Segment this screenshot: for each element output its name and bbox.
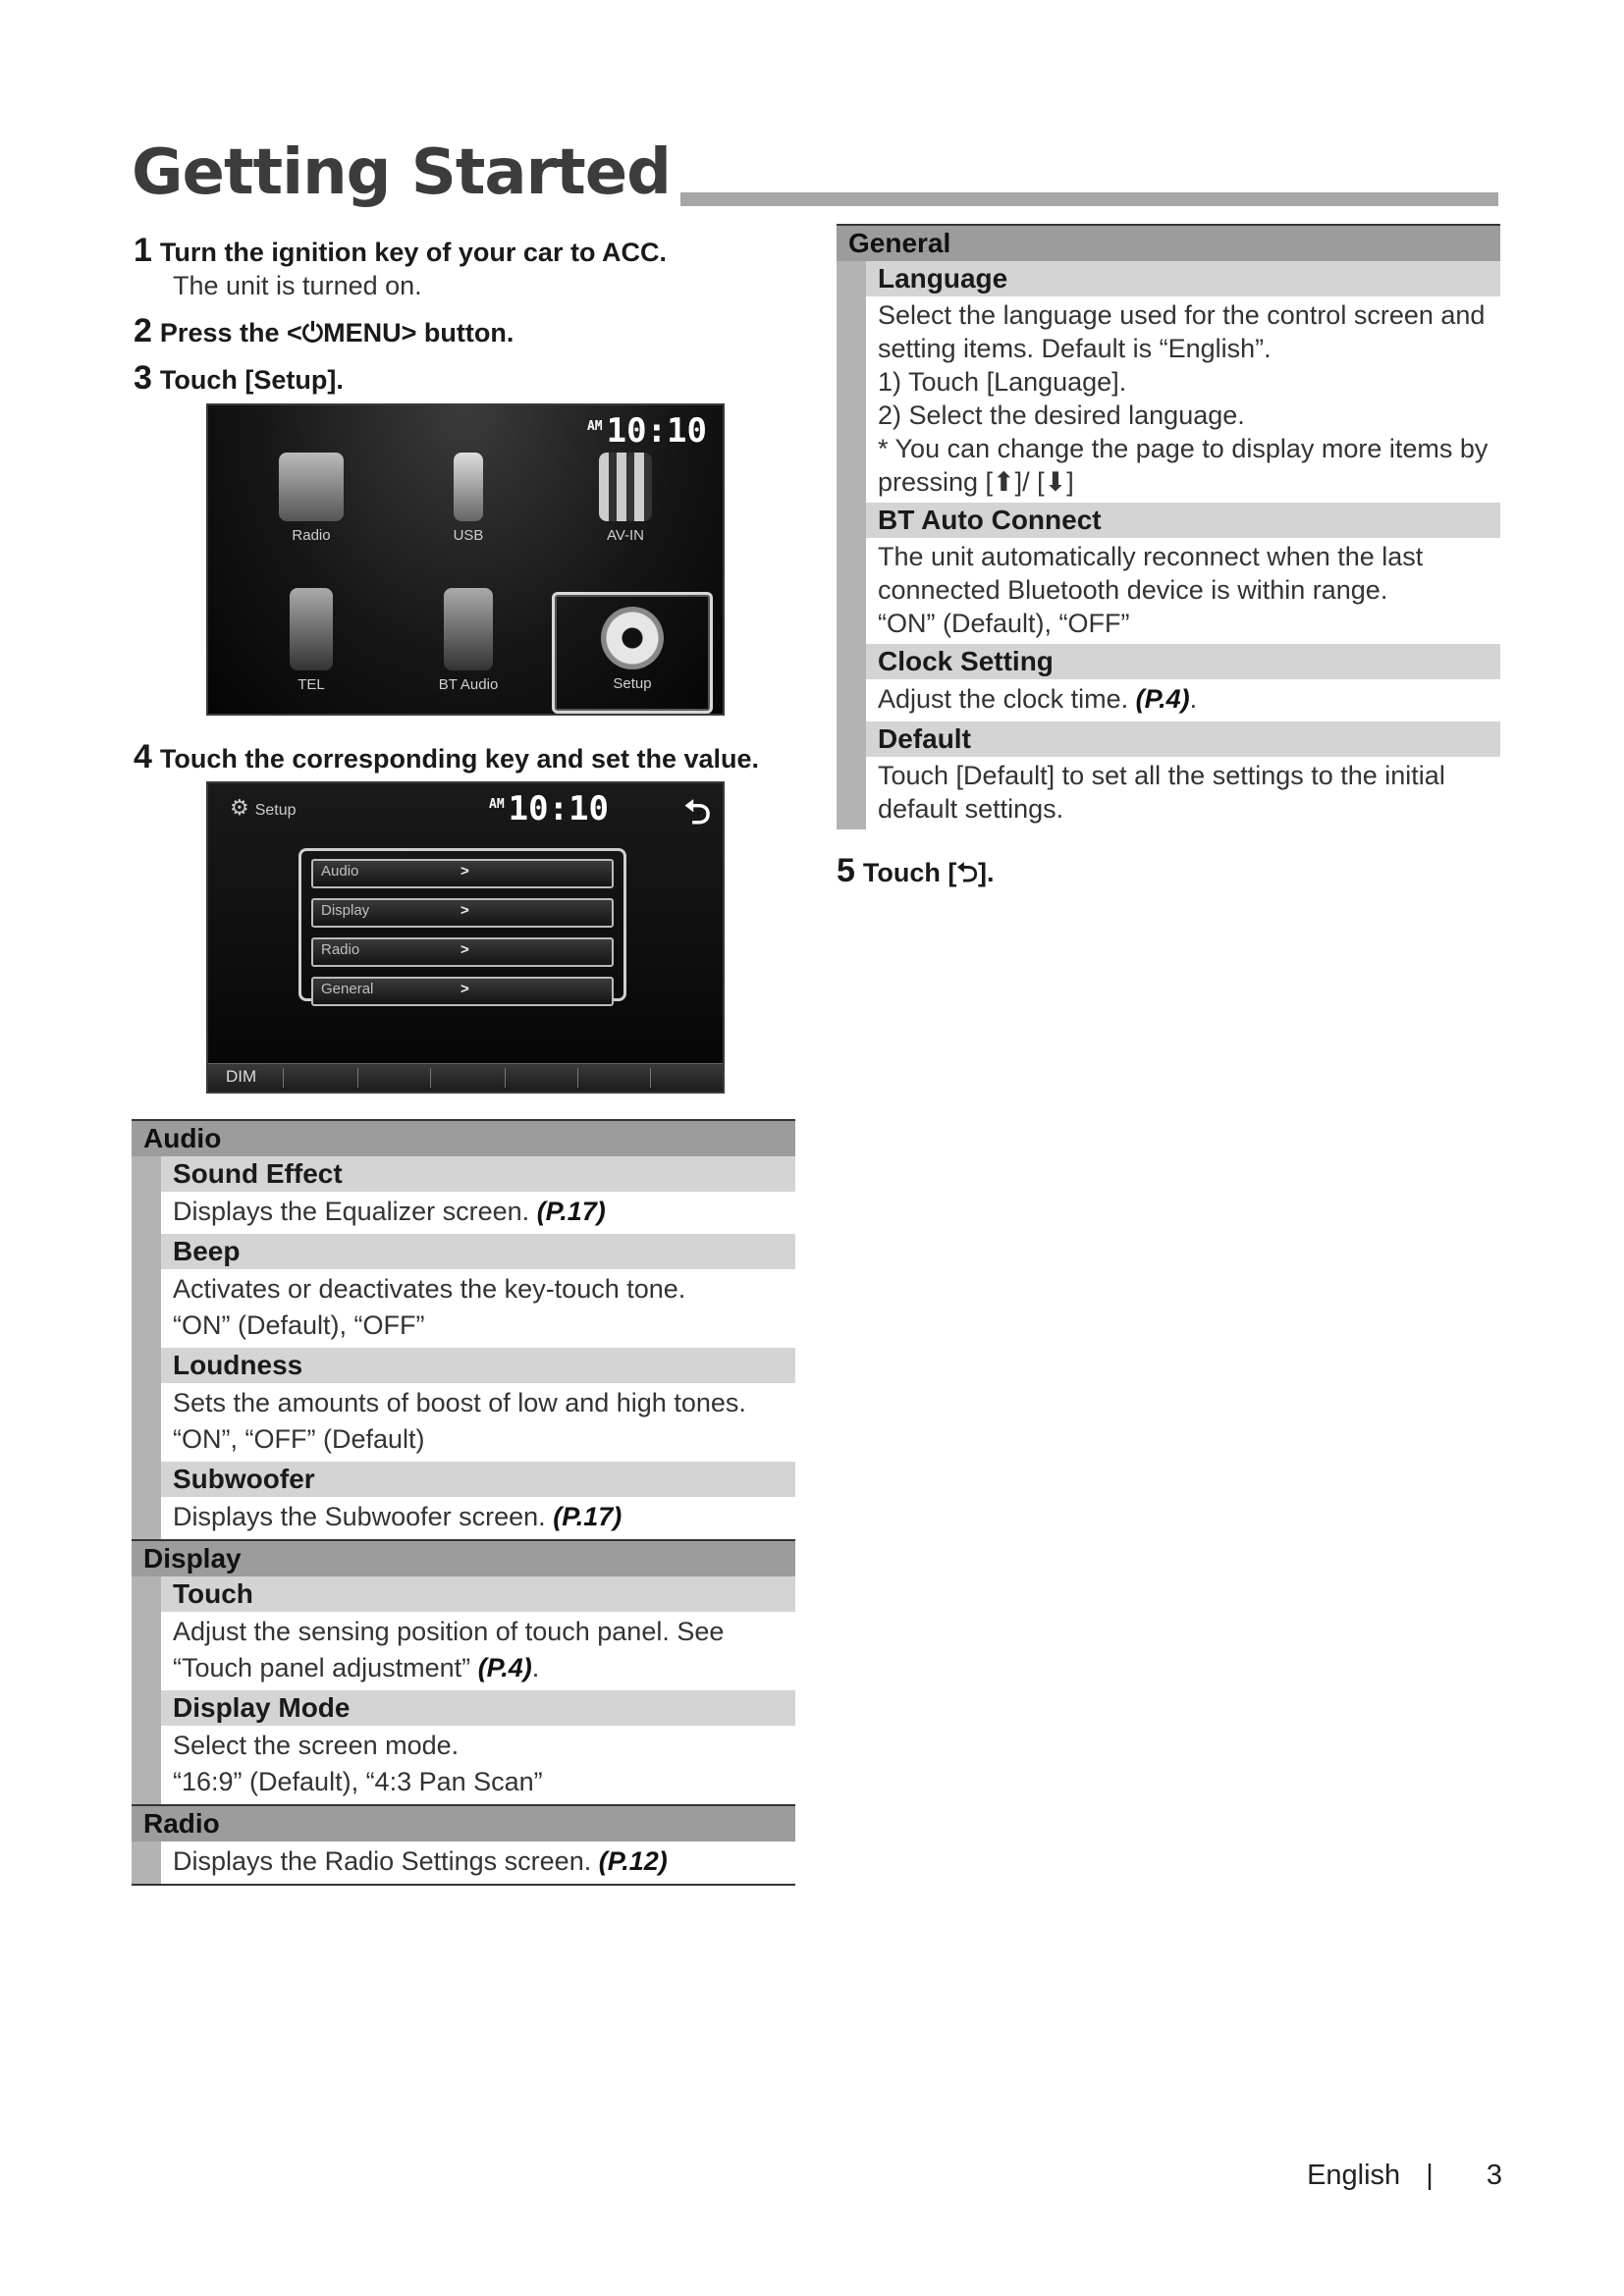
step-1: 1 Turn the ignition key of your car to ACC.	[134, 232, 667, 269]
setup-tile[interactable]: Setup	[552, 592, 713, 714]
setting-clock: Clock Setting Adjust the clock time. (P.4).	[837, 644, 1500, 721]
setting-bt-auto-connect: BT Auto Connect The unit automatically reconnect when the last connected Bluetooth device is within range. “ON” (Default), “OFF”	[837, 503, 1500, 644]
category-general: General	[837, 224, 1500, 261]
dim-bar	[208, 1063, 723, 1092]
left-settings-table	[132, 1119, 795, 1886]
step-3: 3 Touch [Setup].	[134, 359, 344, 397]
phone-icon	[290, 588, 333, 670]
chevron-right-icon: >	[460, 863, 469, 880]
tel-tile[interactable]: TEL	[228, 588, 395, 693]
category-audio: Audio	[132, 1119, 795, 1156]
bt-audio-tile[interactable]: BT Audio	[385, 588, 552, 693]
setup-screen-image	[206, 781, 725, 1094]
av-in-tile[interactable]: AV-IN	[542, 453, 709, 544]
chevron-right-icon: >	[460, 941, 469, 958]
setting-radio: Displays the Radio Settings screen. (P.12)	[132, 1842, 795, 1884]
step-2: 2 Press the <⏻MENU> button.	[134, 312, 514, 349]
setting-touch: Touch Adjust the sensing position of touch panel. See “Touch panel adjustment” (P.4).	[132, 1576, 795, 1690]
bt-audio-icon	[444, 588, 493, 670]
menu-item-display[interactable]: Display >	[311, 898, 614, 928]
setting-language: Language Select the language used for the control screen and setting items. Default is “English”. 1) Touch [Language]. 2) Select the desired language. * You can change the page to display more items by pressing [⬆]/ [⬇]	[837, 261, 1500, 503]
setup-header: ⚙ Setup	[230, 795, 297, 820]
title-section	[132, 137, 1498, 208]
gear-icon	[601, 607, 664, 669]
av-in-icon	[599, 453, 652, 521]
step-4: 4 Touch the corresponding key and set the value.	[134, 738, 760, 775]
radio-icon	[279, 453, 344, 521]
setting-subwoofer: Subwoofer Displays the Subwoofer screen. (P.17)	[132, 1462, 795, 1539]
radio-tile[interactable]: Radio	[228, 453, 395, 544]
page-number: 3	[1486, 2160, 1502, 2191]
home-screen-image	[206, 403, 725, 716]
category-radio: Radio	[132, 1804, 795, 1842]
home-clock: $^{AM}$ 10:10	[586, 411, 707, 451]
step-5: 5 Touch [⮌].	[837, 852, 995, 889]
usb-icon	[454, 453, 483, 521]
dim-button[interactable]: DIM	[226, 1067, 257, 1086]
menu-item-radio[interactable]: Radio >	[311, 937, 614, 967]
page-title: Getting Started	[132, 137, 680, 208]
setting-beep: Beep Activates or deactivates the key-touch tone. “ON” (Default), “OFF”	[132, 1234, 795, 1348]
right-settings-table	[837, 224, 1500, 829]
usb-tile[interactable]: USB	[385, 453, 552, 544]
category-display: Display	[132, 1539, 795, 1576]
chevron-right-icon: >	[460, 902, 469, 919]
setting-display-mode: Display Mode Select the screen mode. “16:9” (Default), “4:3 Pan Scan”	[132, 1690, 795, 1804]
page-footer	[1307, 2160, 1502, 2192]
setting-default: Default Touch [Default] to set all the settings to the initial default settings.	[837, 721, 1500, 829]
setting-loudness: Loudness Sets the amounts of boost of low and high tones. “ON”, “OFF” (Default)	[132, 1348, 795, 1462]
step-1-sub: The unit is turned on.	[173, 271, 422, 300]
setting-sound-effect: Sound Effect Displays the Equalizer screen. (P.17)	[132, 1156, 795, 1234]
chevron-right-icon: >	[460, 981, 469, 997]
back-icon[interactable]: ⮌	[683, 794, 711, 831]
menu-item-general[interactable]: General >	[311, 977, 614, 1006]
setup-clock: $^{AM}$ 10:10	[489, 789, 610, 828]
footer-separator: |	[1426, 2160, 1434, 2191]
footer-language: English	[1307, 2160, 1401, 2191]
gear-icon: ⚙	[230, 795, 249, 820]
menu-item-audio[interactable]: Audio >	[311, 859, 614, 888]
setup-menu	[298, 848, 626, 1001]
